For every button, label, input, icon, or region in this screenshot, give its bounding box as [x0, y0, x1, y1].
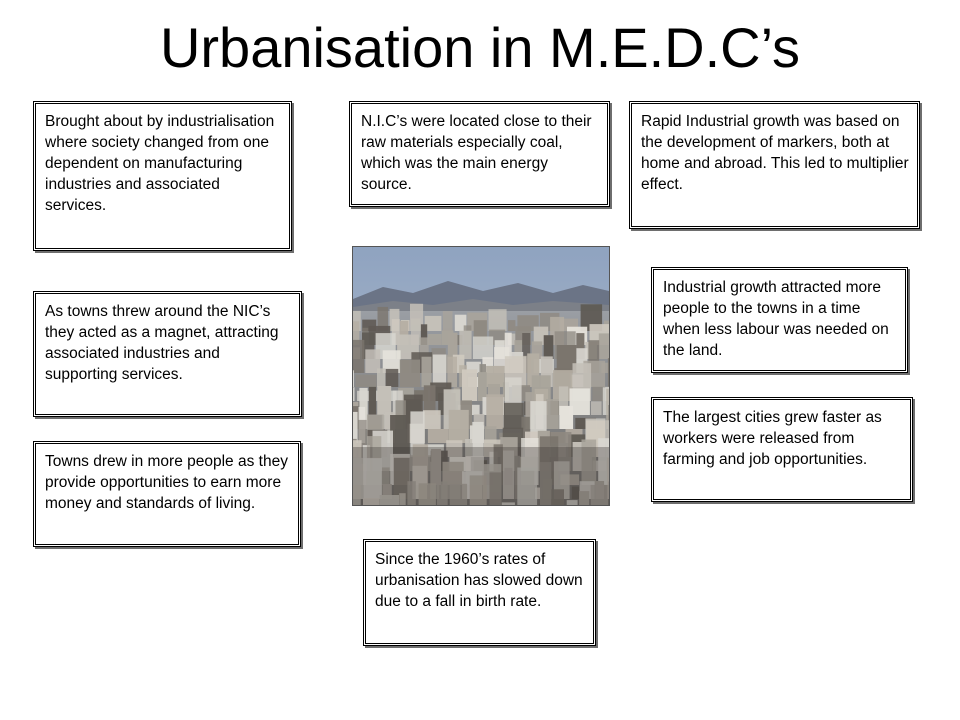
- city-skyline-photo: [352, 246, 610, 506]
- slide-title: Urbanisation in M.E.D.C’s: [159, 16, 801, 79]
- text-box-nic-located: N.I.C’s were located close to their raw materials especially coal, which was the main energy source.: [349, 101, 610, 207]
- text-box-magnet: As towns threw around the NIC’s they acted as a magnet, attracting associated industries and supporting services.: [33, 291, 302, 417]
- text-box-brought-about: Brought about by industrialisation where society changed from one dependent on manufacturing industries and associated services.: [33, 101, 292, 251]
- text-box-largest-cities: The largest cities grew faster as workers were released from farming and job opportunities.: [651, 397, 913, 502]
- text-box-rapid-growth: Rapid Industrial growth was based on the development of markers, both at home and abroad. This led to multiplier effect.: [629, 101, 920, 229]
- text-box-attracted: Industrial growth attracted more people to the towns in a time when less labour was needed on the land.: [651, 267, 908, 373]
- text-box-since-1960: Since the 1960’s rates of urbanisation has slowed down due to a fall in birth rate.: [363, 539, 596, 646]
- text-box-drew-people: Towns drew in more people as they provide opportunities to earn more money and standards of living.: [33, 441, 301, 547]
